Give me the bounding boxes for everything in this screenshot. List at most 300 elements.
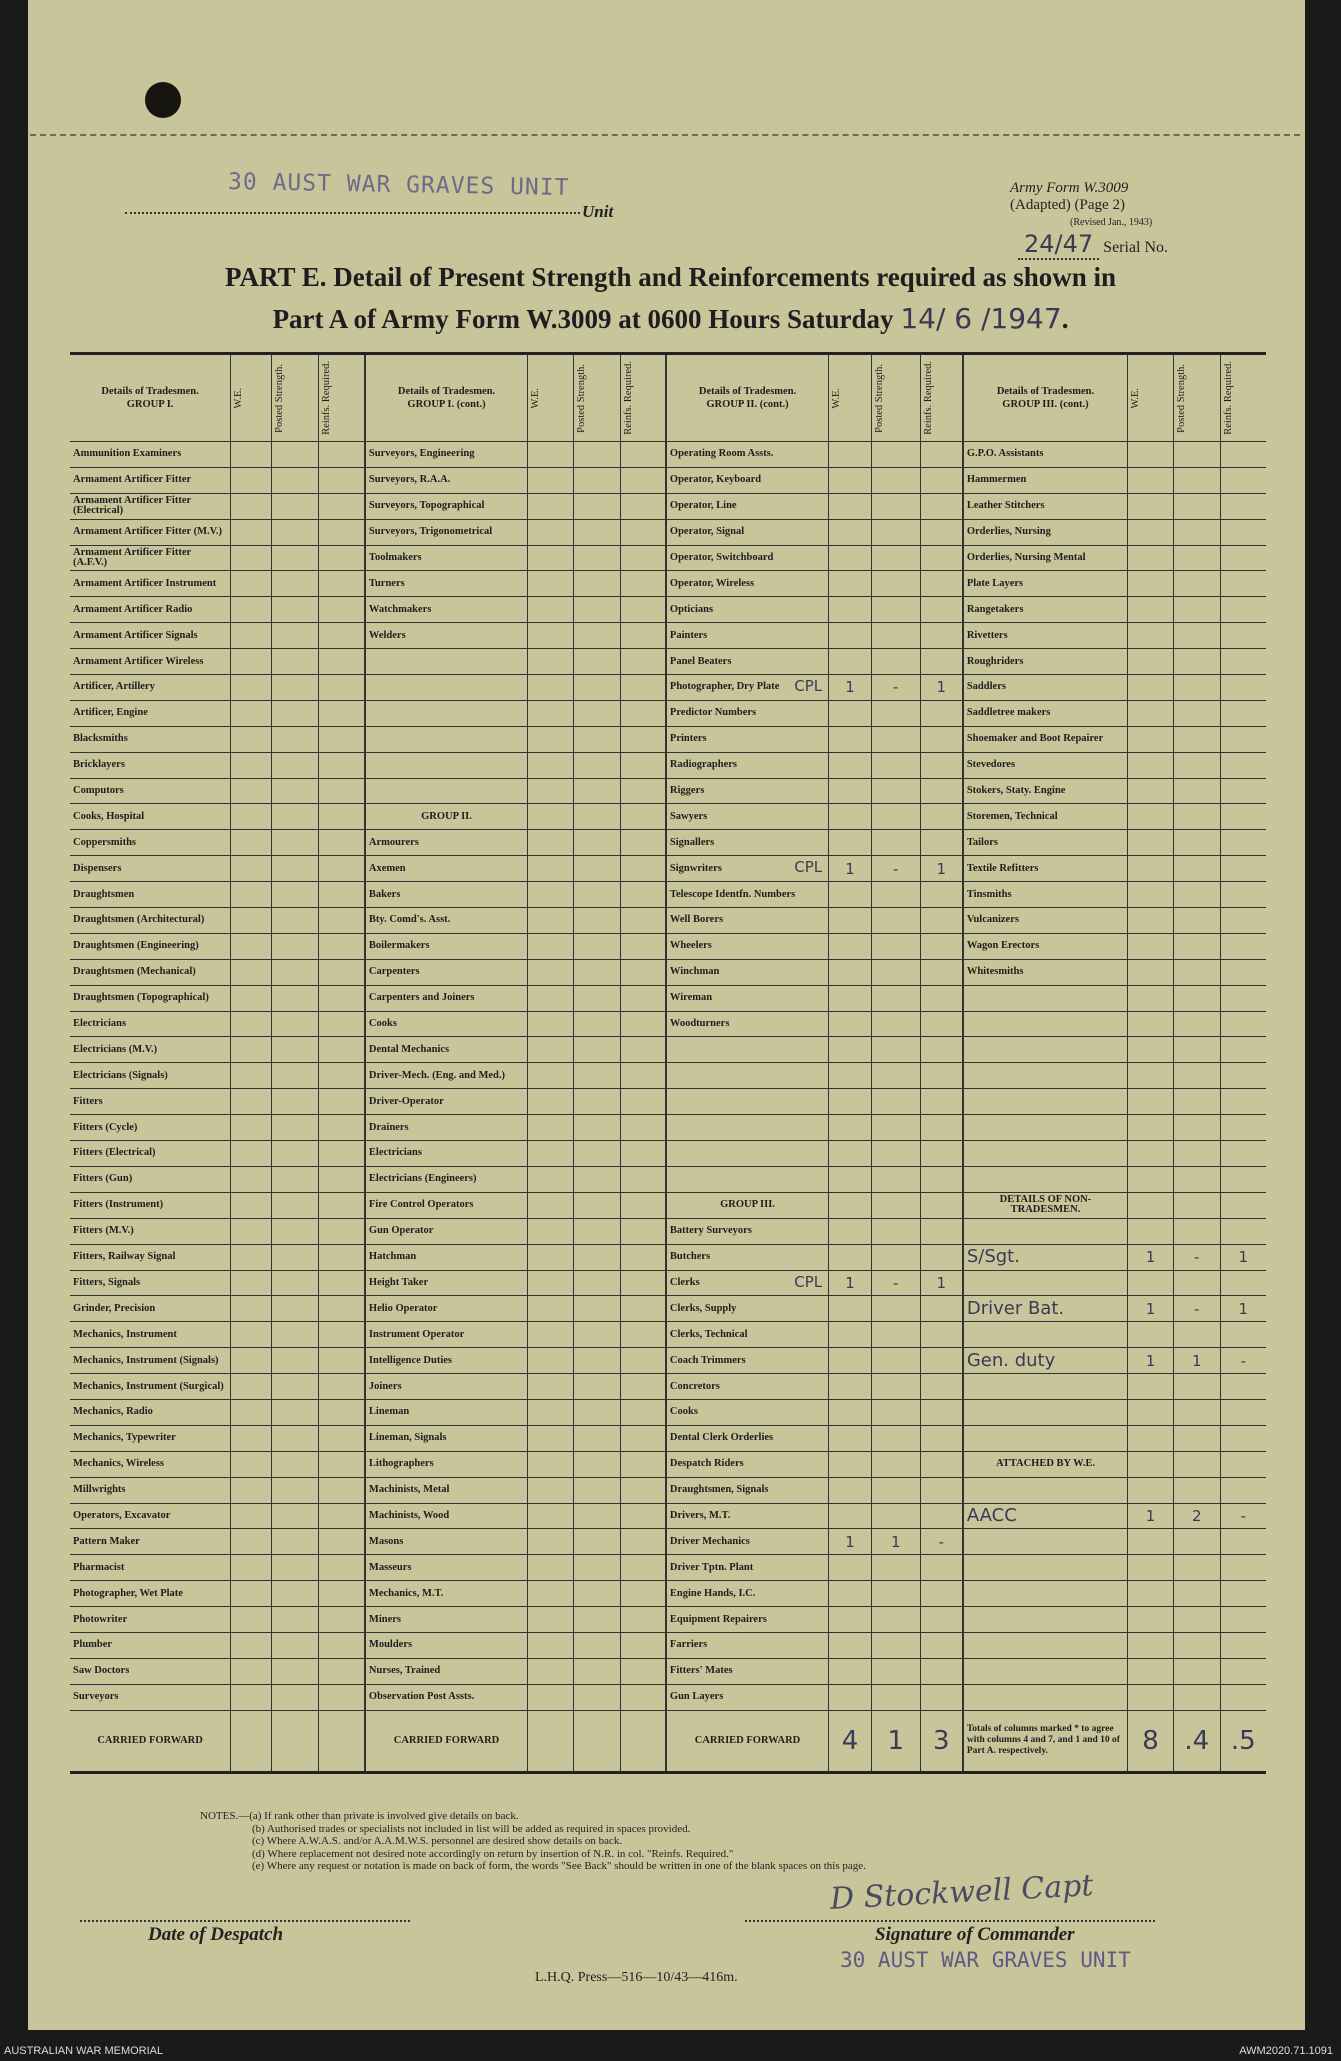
we-cell <box>528 545 574 571</box>
posted-cell <box>871 1399 920 1425</box>
serial-label: Serial No. <box>1103 239 1169 256</box>
trade-name: Electricians <box>365 1141 528 1167</box>
posted-cell <box>1173 649 1220 675</box>
table-row <box>70 675 1266 701</box>
reinfs-cell <box>620 1011 666 1037</box>
posted-cell <box>573 1244 620 1270</box>
posted-cell <box>271 1244 318 1270</box>
posted-cell <box>573 1037 620 1063</box>
trade-name: Well Borers <box>666 908 829 934</box>
commander-signature: D Stockwell Capt <box>829 1868 1095 1917</box>
posted-cell <box>573 1658 620 1684</box>
posted-cell <box>271 933 318 959</box>
we-cell <box>1128 1063 1174 1089</box>
posted-cell <box>573 1607 620 1633</box>
posted-cell <box>1173 752 1220 778</box>
rank-note: CPL <box>794 1272 823 1291</box>
posted-cell <box>1173 1218 1220 1244</box>
posted-cell <box>573 1192 620 1218</box>
we-cell <box>231 1115 272 1141</box>
trade-name: Bakers <box>365 882 528 908</box>
trade-name: Rivetters <box>963 623 1128 649</box>
trade-name <box>963 1555 1128 1581</box>
reinfs-cell <box>620 493 666 519</box>
we-cell <box>528 1141 574 1167</box>
reinfs-cell <box>620 959 666 985</box>
trade-name: Bricklayers <box>70 752 231 778</box>
trade-name <box>666 856 829 882</box>
table-row <box>70 1141 1266 1167</box>
trade-name: Blacksmiths <box>70 726 231 752</box>
posted-cell <box>871 1141 920 1167</box>
reinfs-cell <box>1220 778 1266 804</box>
trade-name: Surveyors, Trigonometrical <box>365 519 528 545</box>
we-cell <box>1128 649 1174 675</box>
reinfs-cell <box>620 649 666 675</box>
posted-cell <box>871 726 920 752</box>
table-row <box>70 700 1266 726</box>
reinfs-cell <box>620 1089 666 1115</box>
we-cell <box>528 1296 574 1322</box>
table-row <box>70 1632 1266 1658</box>
trade-name: Orderlies, Nursing Mental <box>963 545 1128 571</box>
trade-name: Electricians (Engineers) <box>365 1166 528 1192</box>
unit-dotted-line <box>125 212 580 214</box>
posted-cell <box>271 1011 318 1037</box>
we-cell <box>829 1425 872 1451</box>
reinfs-cell: - <box>1220 1503 1266 1529</box>
posted-cell <box>1173 1141 1220 1167</box>
trade-name <box>963 1141 1128 1167</box>
we-cell <box>1128 1607 1174 1633</box>
we-cell <box>829 1115 872 1141</box>
trade-name: Fitters <box>70 1089 231 1115</box>
reinfs-cell <box>920 442 963 468</box>
reinfs-cell <box>318 519 365 545</box>
trade-name: Panel Beaters <box>666 649 829 675</box>
posted-cell <box>271 882 318 908</box>
trade-name: Nurses, Trained <box>365 1658 528 1684</box>
we-cell <box>528 959 574 985</box>
we-cell <box>829 908 872 934</box>
we-cell <box>231 1503 272 1529</box>
posted-cell <box>573 1529 620 1555</box>
reinfs-cell <box>1220 933 1266 959</box>
reinfs-cell <box>920 467 963 493</box>
reinfs-cell <box>620 467 666 493</box>
posted-cell <box>271 545 318 571</box>
trade-name: Painters <box>666 623 829 649</box>
trade-name: Machinists, Wood <box>365 1503 528 1529</box>
trade-name: Watchmakers <box>365 597 528 623</box>
posted-cell <box>271 519 318 545</box>
trade-name: Radiographers <box>666 752 829 778</box>
trade-name: Engine Hands, I.C. <box>666 1581 829 1607</box>
posted-cell: 1 <box>1173 1348 1220 1374</box>
posted-cell <box>871 1684 920 1710</box>
posted-cell <box>573 804 620 830</box>
reinfs-cell <box>318 959 365 985</box>
reinfs-cell <box>318 493 365 519</box>
posted-cell <box>871 1166 920 1192</box>
posted-cell <box>271 1192 318 1218</box>
reinfs-cell <box>318 882 365 908</box>
archive-credit: AUSTRALIAN WAR MEMORIAL <box>4 2045 164 2057</box>
reinfs-cell <box>318 1348 365 1374</box>
we-cell <box>528 1451 574 1477</box>
posted-cell: 1 <box>871 1529 920 1555</box>
trade-name: Draughtsmen (Engineering) <box>70 933 231 959</box>
trade-name: Tinsmiths <box>963 882 1128 908</box>
posted-cell <box>871 1477 920 1503</box>
posted-cell <box>271 1477 318 1503</box>
table-row <box>70 1011 1266 1037</box>
reinfs-cell <box>1220 726 1266 752</box>
header-we: W.E. <box>1128 354 1174 442</box>
trade-name: Armament Artificer Radio <box>70 597 231 623</box>
reinfs-cell <box>318 1063 365 1089</box>
reinfs-cell <box>920 1451 963 1477</box>
trade-name: Clerks, Supply <box>666 1296 829 1322</box>
we-cell <box>1128 1192 1174 1218</box>
trade-name: Armourers <box>365 830 528 856</box>
form-line2: (Adapted) (Page 2) <box>1010 197 1125 213</box>
table-body <box>70 442 1266 1773</box>
reinfs-cell <box>620 1218 666 1244</box>
reinfs-cell <box>1220 467 1266 493</box>
posted-cell <box>871 1089 920 1115</box>
posted-cell <box>271 1322 318 1348</box>
trade-name: Operating Room Assts. <box>666 442 829 468</box>
totals-note: Totals of columns marked * to agree with columns 4 and 7, and 1 and 10 of Part A. respectively. <box>963 1710 1128 1772</box>
table-header <box>70 354 1266 442</box>
reinfs-cell <box>620 882 666 908</box>
posted-cell <box>271 1581 318 1607</box>
posted-cell <box>1173 882 1220 908</box>
we-cell <box>528 1684 574 1710</box>
trade-name: Hammermen <box>963 467 1128 493</box>
reinfs-cell <box>620 985 666 1011</box>
reinfs-cell <box>318 649 365 675</box>
we-cell <box>829 1399 872 1425</box>
trade-name: Leather Stitchers <box>963 493 1128 519</box>
posted-cell <box>871 1296 920 1322</box>
we-cell <box>1128 1115 1174 1141</box>
reinfs-cell <box>620 1244 666 1270</box>
trade-name: Surveyors <box>70 1684 231 1710</box>
reinfs-cell <box>318 1296 365 1322</box>
we-cell <box>528 1192 574 1218</box>
posted-cell <box>271 908 318 934</box>
posted-cell <box>573 1451 620 1477</box>
reinfs-cell <box>1220 519 1266 545</box>
table-row <box>70 1270 1266 1296</box>
trade-name: Hatchman <box>365 1244 528 1270</box>
posted-cell <box>271 649 318 675</box>
reinfs-cell <box>920 649 963 675</box>
reinfs-cell <box>1220 675 1266 701</box>
posted-cell <box>1173 1115 1220 1141</box>
we-cell <box>231 726 272 752</box>
we-cell <box>231 1322 272 1348</box>
reinfs-cell <box>920 1374 963 1400</box>
trade-name: Drivers, M.T. <box>666 1503 829 1529</box>
reinfs-cell <box>1220 1192 1266 1218</box>
posted-cell <box>1173 1555 1220 1581</box>
posted-cell <box>573 1348 620 1374</box>
posted-cell <box>871 1322 920 1348</box>
reinfs-cell <box>920 959 963 985</box>
we-cell <box>829 1503 872 1529</box>
we-cell <box>231 1399 272 1425</box>
trade-name: Intelligence Duties <box>365 1348 528 1374</box>
posted-cell <box>1173 597 1220 623</box>
we-cell <box>829 1322 872 1348</box>
reinfs-cell <box>920 1063 963 1089</box>
posted-cell <box>573 700 620 726</box>
posted-cell <box>1173 1581 1220 1607</box>
reinfs-cell <box>620 571 666 597</box>
table-row <box>70 649 1266 675</box>
posted-cell <box>1173 1166 1220 1192</box>
reinfs-cell <box>620 908 666 934</box>
we-cell <box>528 1425 574 1451</box>
rank-note: CPL <box>794 858 823 877</box>
reinfs-cell <box>318 597 365 623</box>
we-cell <box>829 623 872 649</box>
posted-cell <box>573 1425 620 1451</box>
we-cell <box>1128 1632 1174 1658</box>
we-cell <box>231 700 272 726</box>
posted-cell <box>573 726 620 752</box>
trade-name: Concretors <box>666 1374 829 1400</box>
reinfs-cell <box>620 804 666 830</box>
header-details-g2c: Details of Tradesmen. GROUP II. (cont.) <box>666 354 829 442</box>
trade-name: Woodturners <box>666 1011 829 1037</box>
reinfs-cell <box>318 545 365 571</box>
reinfs-cell <box>1220 1555 1266 1581</box>
table-row <box>70 442 1266 468</box>
reinfs-cell <box>620 726 666 752</box>
we-cell <box>231 1089 272 1115</box>
trade-name: Mechanics, Instrument (Surgical) <box>70 1374 231 1400</box>
table-row <box>70 908 1266 934</box>
posted-cell <box>271 1037 318 1063</box>
trade-name: Miners <box>365 1607 528 1633</box>
total-cell: 3 <box>920 1710 963 1772</box>
total-cell: 1 <box>871 1710 920 1772</box>
reinfs-cell <box>620 623 666 649</box>
reinfs-cell: 1 <box>1220 1244 1266 1270</box>
we-cell <box>528 442 574 468</box>
we-cell <box>231 597 272 623</box>
serial-number <box>1018 230 1168 258</box>
reinfs-cell <box>318 623 365 649</box>
we-cell <box>231 1451 272 1477</box>
we-cell <box>1128 1089 1174 1115</box>
unit-stamp: 30 AUST WAR GRAVES UNIT <box>227 169 570 201</box>
reinfs-cell <box>620 1503 666 1529</box>
we-cell <box>1128 519 1174 545</box>
we-cell <box>231 1374 272 1400</box>
posted-cell <box>1173 959 1220 985</box>
we-cell <box>1128 752 1174 778</box>
we-cell <box>829 597 872 623</box>
table-row <box>70 1063 1266 1089</box>
trade-name: Telescope Identfn. Numbers <box>666 882 829 908</box>
posted-cell <box>1173 830 1220 856</box>
reinfs-cell <box>920 1244 963 1270</box>
posted-cell <box>871 571 920 597</box>
we-cell <box>829 1348 872 1374</box>
posted-cell <box>871 1374 920 1400</box>
reinfs-cell <box>1220 1115 1266 1141</box>
posted-cell <box>271 1632 318 1658</box>
posted-cell: - <box>871 675 920 701</box>
trade-name: Driver Bat. <box>963 1296 1128 1322</box>
trade-name: Signallers <box>666 830 829 856</box>
table-row <box>70 1348 1266 1374</box>
trade-name <box>666 1166 829 1192</box>
reinfs-cell <box>318 700 365 726</box>
grand-total-cell: 8 <box>1128 1710 1174 1772</box>
trade-name: Driver-Mech. (Eng. and Med.) <box>365 1063 528 1089</box>
we-cell <box>231 1555 272 1581</box>
table-row <box>70 1037 1266 1063</box>
trade-name: Storemen, Technical <box>963 804 1128 830</box>
posted-cell <box>271 597 318 623</box>
we-cell <box>829 882 872 908</box>
posted-cell <box>1173 1270 1220 1296</box>
reinfs-cell <box>920 519 963 545</box>
we-cell <box>528 1503 574 1529</box>
trade-name <box>963 1477 1128 1503</box>
table-row <box>70 623 1266 649</box>
reinfs-cell <box>620 933 666 959</box>
posted-cell <box>1173 804 1220 830</box>
we-cell <box>231 519 272 545</box>
we-cell <box>1128 1529 1174 1555</box>
posted-cell <box>871 933 920 959</box>
posted-cell <box>871 985 920 1011</box>
header-we: W.E. <box>829 354 872 442</box>
we-cell <box>1128 778 1174 804</box>
posted-cell <box>271 1425 318 1451</box>
we-cell <box>829 985 872 1011</box>
posted-cell <box>271 1529 318 1555</box>
reinfs-cell <box>1220 1477 1266 1503</box>
trade-name <box>963 1166 1128 1192</box>
trade-name: Lineman <box>365 1399 528 1425</box>
we-cell <box>528 649 574 675</box>
table-row <box>70 1503 1266 1529</box>
trade-name: Stokers, Staty. Engine <box>963 778 1128 804</box>
press-mark: L.H.Q. Press—516—10/43—416m. <box>535 1970 738 1985</box>
carried-forward-label: CARRIED FORWARD <box>70 1710 231 1772</box>
posted-cell <box>573 675 620 701</box>
trade-name: Gen. duty <box>963 1348 1128 1374</box>
trade-name: Draughtsmen (Architectural) <box>70 908 231 934</box>
posted-cell <box>271 675 318 701</box>
trade-name: Electricians (Signals) <box>70 1063 231 1089</box>
table-row <box>70 882 1266 908</box>
we-cell <box>829 493 872 519</box>
trade-name: Surveyors, Engineering <box>365 442 528 468</box>
posted-cell <box>573 1296 620 1322</box>
we-cell <box>528 856 574 882</box>
we-cell <box>1128 1037 1174 1063</box>
posted-cell <box>871 752 920 778</box>
trade-name: Plate Layers <box>963 571 1128 597</box>
reinfs-cell <box>920 493 963 519</box>
reinfs-cell <box>1220 1166 1266 1192</box>
we-cell <box>1128 1141 1174 1167</box>
trade-name: Cooks, Hospital <box>70 804 231 830</box>
trade-name: Pharmacist <box>70 1555 231 1581</box>
posted-cell <box>1173 778 1220 804</box>
table-row <box>70 1451 1266 1477</box>
reinfs-cell <box>920 1192 963 1218</box>
reinfs-cell <box>920 1632 963 1658</box>
we-cell <box>829 1555 872 1581</box>
we-cell <box>829 1192 872 1218</box>
trade-name: Joiners <box>365 1374 528 1400</box>
trade-name: Mechanics, M.T. <box>365 1581 528 1607</box>
trade-name: Carpenters and Joiners <box>365 985 528 1011</box>
we-cell <box>1128 700 1174 726</box>
we-cell <box>231 1348 272 1374</box>
header-details-g1: Details of Tradesmen. GROUP I. <box>70 354 231 442</box>
we-cell <box>1128 1658 1174 1684</box>
posted-cell <box>1173 1658 1220 1684</box>
trade-name: Mechanics, Wireless <box>70 1451 231 1477</box>
we-cell <box>528 1166 574 1192</box>
total-cell <box>231 1710 272 1772</box>
reinfs-cell <box>318 1218 365 1244</box>
trade-name: Printers <box>666 726 829 752</box>
we-cell <box>231 545 272 571</box>
trade-name: Operator, Wireless <box>666 571 829 597</box>
table-row <box>70 1529 1266 1555</box>
reinfs-cell <box>620 1607 666 1633</box>
trade-name: Fitters (Cycle) <box>70 1115 231 1141</box>
reinfs-cell <box>620 545 666 571</box>
header-reinfs: Reinfs. Required. <box>1220 354 1266 442</box>
posted-cell <box>271 1218 318 1244</box>
we-cell <box>829 545 872 571</box>
reinfs-cell <box>920 597 963 623</box>
we-cell <box>528 1270 574 1296</box>
trade-name: Opticians <box>666 597 829 623</box>
posted-cell <box>1173 985 1220 1011</box>
reinfs-cell <box>920 1425 963 1451</box>
we-cell <box>1128 726 1174 752</box>
we-cell <box>528 752 574 778</box>
we-cell <box>1128 1684 1174 1710</box>
reinfs-cell <box>318 830 365 856</box>
trade-name: Butchers <box>666 1244 829 1270</box>
we-cell <box>829 1011 872 1037</box>
posted-cell: 2 <box>1173 1503 1220 1529</box>
trade-name: Cooks <box>365 1011 528 1037</box>
trade-name: Armament Artificer Fitter <box>70 467 231 493</box>
posted-cell <box>871 545 920 571</box>
header-we: W.E. <box>528 354 574 442</box>
posted-cell <box>871 959 920 985</box>
reinfs-cell <box>1220 700 1266 726</box>
trade-name: Operator, Switchboard <box>666 545 829 571</box>
trade-name: Orderlies, Nursing <box>963 519 1128 545</box>
